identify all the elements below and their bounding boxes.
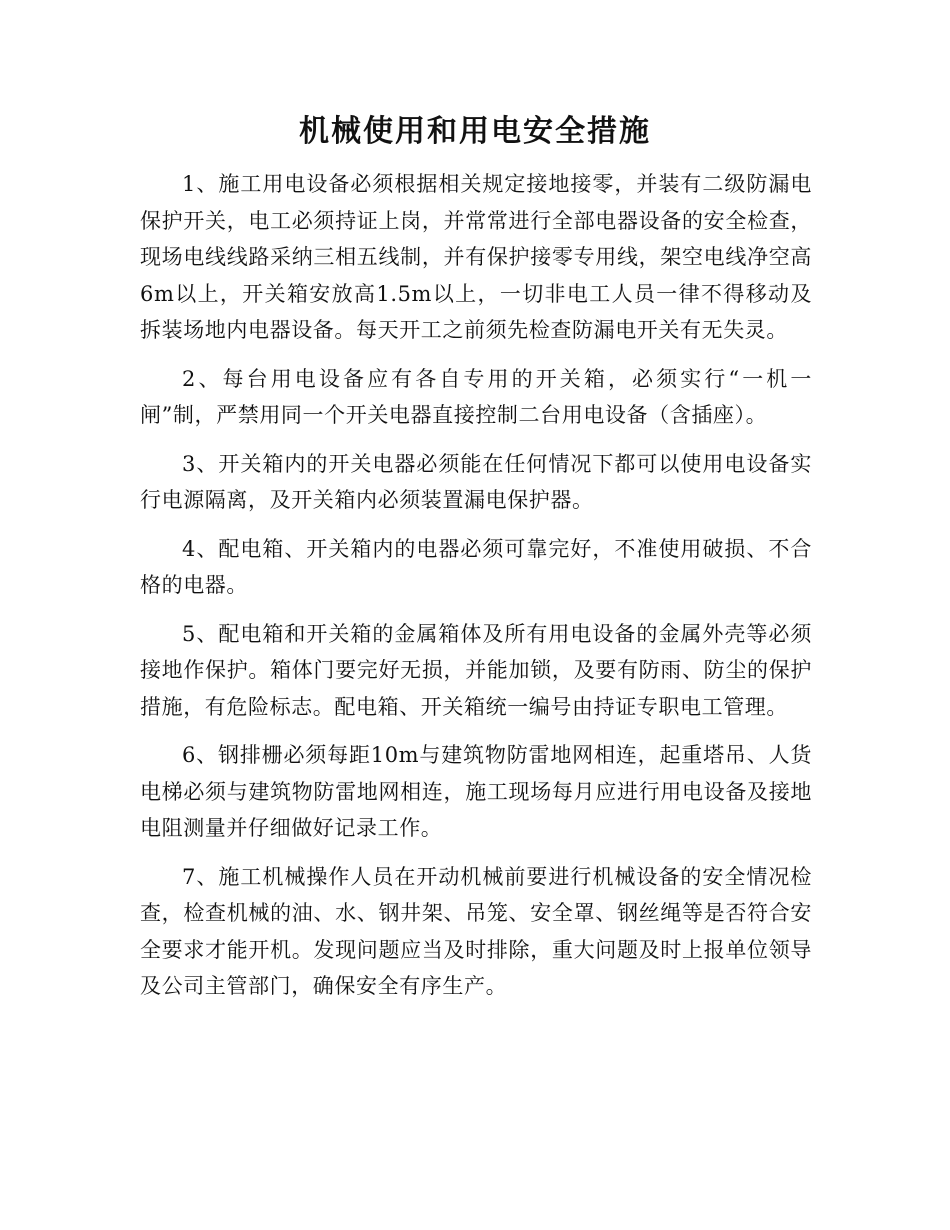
paragraph-6: 6、钢排栅必须每距10m与建筑物防雷地网相连，起重塔吊、人货电梯必须与建筑物防雷地网相连，施工现场每月应进行用电设备及接地电阻测量并仔细做好记录工作。 <box>140 743 812 840</box>
paragraph-2: 2、每台用电设备应有各自专用的开关箱，必须实行“一机一闸”制，严禁用同一个开关电器直接控制二台用电设备（含插座）。 <box>140 366 812 427</box>
document-body <box>140 166 812 1017</box>
paragraph-3: 3、开关箱内的开关电器必须能在任何情况下都可以使用电设备实行电源隔离，及开关箱内必须装置漏电保护器。 <box>140 451 812 512</box>
paragraph-5: 5、配电箱和开关箱的金属箱体及所有用电设备的金属外壳等必须接地作保护。箱体门要完好无损，并能加锁，及要有防雨、防尘的保护措施，有危险标志。配电箱、开关箱统一编号由持证专职电工管理。 <box>140 621 812 719</box>
document-title: 机械使用和用电安全措施 <box>299 114 651 149</box>
paragraph-4: 4、配电箱、开关箱内的电器必须可靠完好，不准使用破损、不合格的电器。 <box>140 536 812 597</box>
paragraph-7: 7、施工机械操作人员在开动机械前要进行机械设备的安全情况检查，检查机械的油、水、钢井架、吊笼、安全罩、钢丝绳等是否符合安全要求才能开机。发现问题应当及时排除，重大问题及时上报单位领导及公司主管部门，确保安全有序生产。 <box>140 864 812 998</box>
paragraph-1: 1、施工用电设备必须根据相关规定接地接零，并装有二级防漏电保护开关，电工必须持证上岗，并常常进行全部电器设备的安全检查，现场电线线路采纳三相五线制，并有保护接零专用线，架空电线净空高6m以上，开关箱安放高1.5m以上，一切非电工人员一律不得移动及拆装场地内电器设备。每天开工之前须先检查防漏电开关有无失灵。 <box>140 172 812 342</box>
